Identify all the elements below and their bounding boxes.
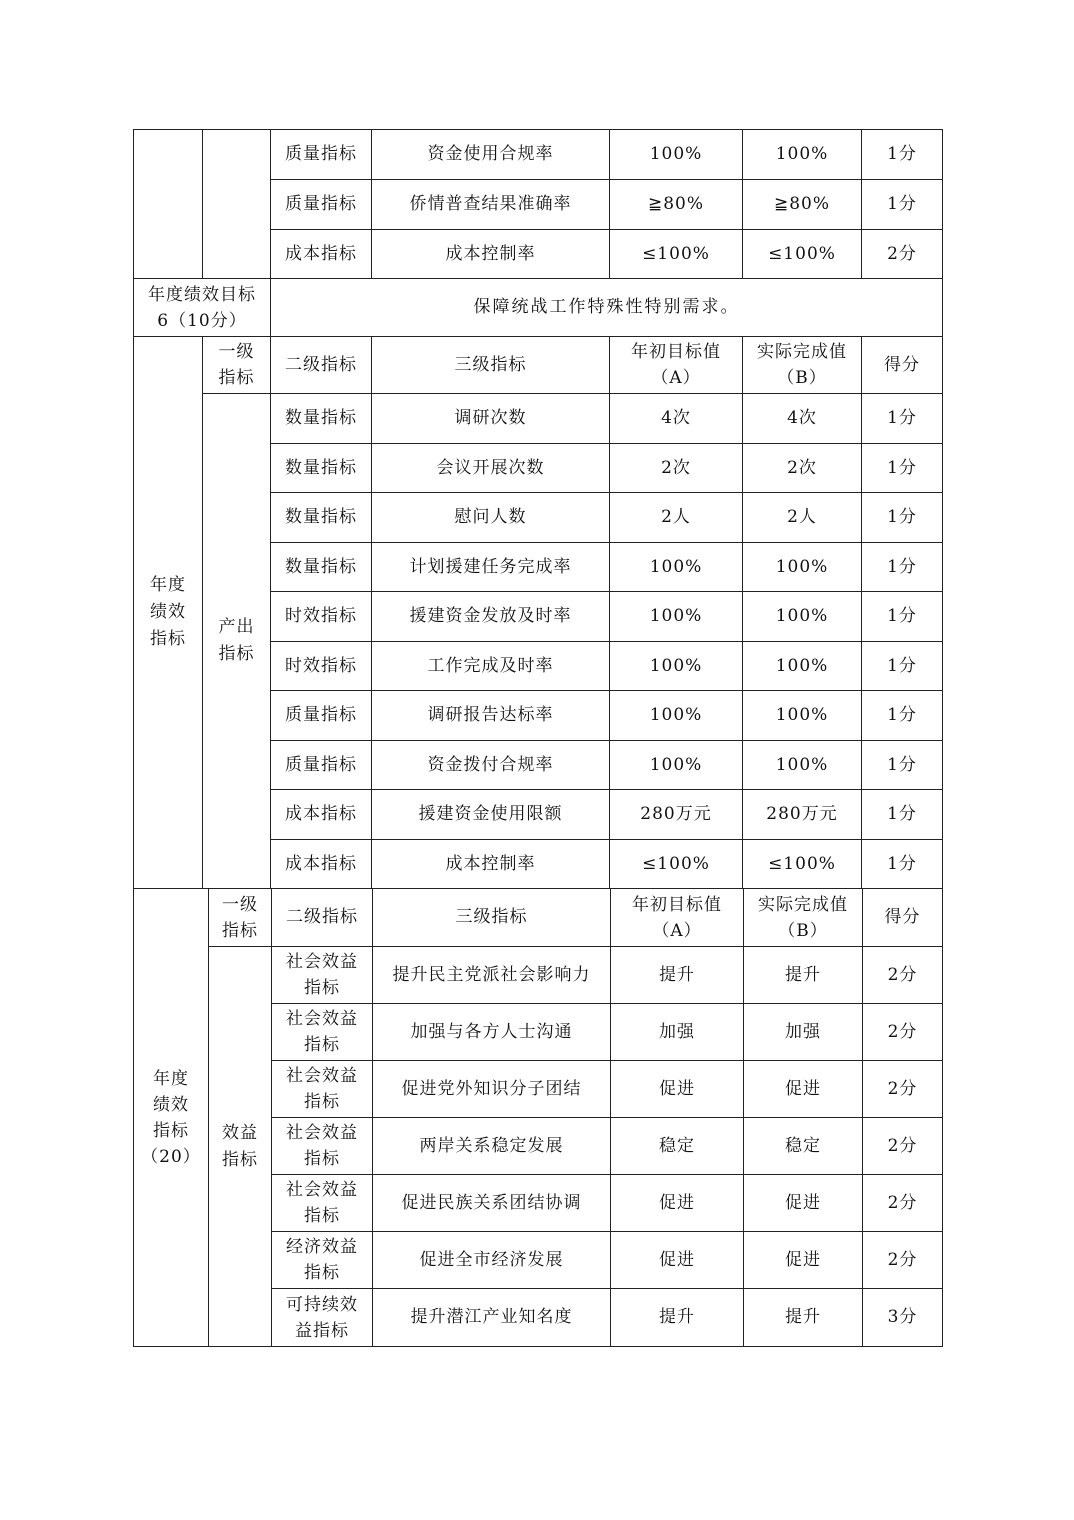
level2-cell: 时效指标 (271, 592, 372, 642)
score-cell: 1分 (862, 691, 943, 741)
goal6-label-line2: 6（10分） (157, 310, 247, 331)
level2-cell: 数量指标 (271, 543, 372, 592)
header-actual-line: 实际完成值 (758, 894, 848, 915)
section-label-line: （20） (141, 1146, 201, 1167)
actual-cell: 加强 (744, 1004, 863, 1061)
target-cell: ≤100% (610, 840, 743, 889)
score-cell: 2分 (862, 230, 943, 279)
level3-cell: 促进全市经济发展 (373, 1232, 611, 1289)
header-level1 (203, 337, 271, 394)
level2-line: 指标 (304, 1092, 340, 1112)
level2-line: 指标 (304, 1149, 340, 1169)
actual-cell: 4次 (743, 394, 862, 444)
target-cell: ≤100% (610, 230, 743, 279)
score-cell: 1分 (862, 790, 943, 840)
actual-cell: 提升 (744, 1289, 863, 1347)
actual-cell: 100% (743, 543, 862, 592)
top-table (133, 129, 943, 889)
actual-cell: 100% (743, 741, 862, 790)
score-cell: 1分 (862, 840, 943, 889)
header-level1-line: 一级 (218, 342, 255, 362)
score-cell: 1分 (862, 592, 943, 642)
header-actual (744, 889, 863, 947)
score-cell: 3分 (863, 1289, 943, 1347)
level2-cell: 数量指标 (271, 444, 372, 493)
header-target (610, 337, 743, 394)
blank-cell (203, 130, 271, 279)
actual-cell: 促进 (744, 1061, 863, 1118)
section-label-line: 指标 (150, 629, 186, 649)
table-row (134, 947, 943, 1004)
score-cell: 1分 (862, 180, 943, 230)
score-cell: 2分 (863, 1004, 943, 1061)
header-level2: 二级指标 (272, 889, 373, 947)
level3-cell: 成本控制率 (372, 230, 610, 279)
section-label-line: 年度 (150, 575, 186, 595)
table-row (134, 394, 943, 444)
level2-line: 指标 (304, 1263, 340, 1283)
actual-cell: 提升 (744, 947, 863, 1004)
level2-cell (272, 1118, 373, 1175)
header-level1-line: 一级 (222, 894, 258, 915)
header-level2: 二级指标 (271, 337, 372, 394)
actual-cell: 促进 (744, 1175, 863, 1232)
level2-line: 社会效益 (286, 1066, 358, 1086)
target-cell: 2人 (610, 493, 743, 543)
header-target-line: 年初目标值 (632, 894, 722, 915)
header-level1-line: 指标 (218, 368, 255, 388)
level2-cell (272, 947, 373, 1004)
section-label-line: 年度 (153, 1068, 189, 1089)
level2-cell: 数量指标 (271, 493, 372, 543)
level2-line: 经济效益 (286, 1237, 358, 1257)
header-level3: 三级指标 (373, 889, 611, 947)
level2-cell: 时效指标 (271, 642, 372, 691)
level3-cell: 提升民主党派社会影响力 (373, 947, 611, 1004)
score-cell: 1分 (862, 130, 943, 180)
level2-cell: 质量指标 (271, 691, 372, 741)
level2-line: 指标 (304, 1035, 340, 1055)
header-level3: 三级指标 (372, 337, 610, 394)
level2-line: 社会效益 (286, 952, 358, 972)
score-cell: 2分 (863, 1175, 943, 1232)
table-row (134, 130, 943, 180)
header-level1 (209, 889, 272, 947)
header-actual-line: 实际完成值 (757, 342, 847, 362)
actual-cell: 100% (743, 592, 862, 642)
output-section-label (134, 337, 203, 889)
target-cell: 280万元 (610, 790, 743, 840)
level3-cell: 侨情普查结果准确率 (372, 180, 610, 230)
target-cell: ≧80% (610, 180, 743, 230)
output-header-row (134, 337, 943, 394)
header-target-line: （A） (652, 920, 702, 941)
benefit-category-label (209, 947, 272, 1347)
level2-cell: 成本指标 (271, 230, 372, 279)
level2-cell (272, 1175, 373, 1232)
header-target-line: 年初目标值 (631, 342, 721, 362)
benefit-table (133, 888, 943, 1347)
level2-cell (272, 1004, 373, 1061)
level3-cell: 计划援建任务完成率 (372, 543, 610, 592)
level2-line: 社会效益 (286, 1180, 358, 1200)
target-cell: 促进 (611, 1232, 744, 1289)
goal6-label-line1: 年度绩效目标 (148, 284, 256, 305)
level3-cell: 会议开展次数 (372, 444, 610, 493)
header-actual (743, 337, 862, 394)
actual-cell: 促进 (744, 1232, 863, 1289)
category-label-line: 效益 (222, 1122, 258, 1143)
goal6-text: 保障统战工作特殊性特别需求。 (271, 279, 943, 337)
target-cell: 100% (610, 642, 743, 691)
actual-cell: 2次 (743, 444, 862, 493)
level3-cell: 资金使用合规率 (372, 130, 610, 180)
level2-cell: 质量指标 (271, 180, 372, 230)
target-cell: 4次 (610, 394, 743, 444)
level3-cell: 调研报告达标率 (372, 691, 610, 741)
header-score: 得分 (863, 889, 943, 947)
actual-cell: 2人 (743, 493, 862, 543)
target-cell: 促进 (611, 1175, 744, 1232)
level2-line: 社会效益 (286, 1009, 358, 1029)
level3-cell: 援建资金使用限额 (372, 790, 610, 840)
level2-cell: 成本指标 (271, 790, 372, 840)
level3-cell: 促进党外知识分子团结 (373, 1061, 611, 1118)
target-cell: 提升 (611, 1289, 744, 1347)
score-cell: 1分 (862, 394, 943, 444)
target-cell: 稳定 (611, 1118, 744, 1175)
target-cell: 100% (610, 543, 743, 592)
blank-cell (134, 130, 203, 279)
output-category-label (203, 394, 271, 889)
score-cell: 2分 (863, 947, 943, 1004)
score-cell: 1分 (862, 543, 943, 592)
section-label-line: 绩效 (153, 1094, 189, 1115)
level2-line: 益指标 (295, 1320, 349, 1341)
section-label-line: 指标 (153, 1120, 189, 1141)
score-cell: 2分 (863, 1232, 943, 1289)
level2-line: 可持续效 (286, 1294, 358, 1315)
header-score: 得分 (862, 337, 943, 394)
category-label-line: 产出 (218, 617, 255, 637)
score-cell: 1分 (862, 493, 943, 543)
performance-table-page (133, 129, 942, 1347)
score-cell: 1分 (862, 741, 943, 790)
level2-cell (272, 1232, 373, 1289)
level2-cell (272, 1289, 373, 1347)
target-cell: 2次 (610, 444, 743, 493)
header-target (611, 889, 744, 947)
category-label-line: 指标 (222, 1149, 258, 1170)
level3-cell: 援建资金发放及时率 (372, 592, 610, 642)
level2-line: 指标 (304, 978, 340, 998)
section-label-line: 绩效 (150, 602, 186, 622)
level3-cell: 调研次数 (372, 394, 610, 444)
goal6-label (134, 279, 271, 337)
actual-cell: ≤100% (743, 230, 862, 279)
level2-cell: 质量指标 (271, 741, 372, 790)
level2-cell: 质量指标 (271, 130, 372, 180)
actual-cell: 稳定 (744, 1118, 863, 1175)
level2-cell: 数量指标 (271, 394, 372, 444)
level3-cell: 慰问人数 (372, 493, 610, 543)
actual-cell: ≧80% (743, 180, 862, 230)
target-cell: 促进 (611, 1061, 744, 1118)
score-cell: 1分 (862, 642, 943, 691)
header-actual-line: （B） (778, 920, 828, 941)
level3-cell: 促进民族关系团结协调 (373, 1175, 611, 1232)
actual-cell: ≤100% (743, 840, 862, 889)
benefit-section-label (134, 889, 209, 1347)
level2-cell (272, 1061, 373, 1118)
actual-cell: 100% (743, 130, 862, 180)
target-cell: 100% (610, 741, 743, 790)
header-target-line: （A） (651, 368, 701, 388)
target-cell: 加强 (611, 1004, 744, 1061)
level3-cell: 加强与各方人士沟通 (373, 1004, 611, 1061)
level3-cell: 提升潜江产业知名度 (373, 1289, 611, 1347)
score-cell: 1分 (862, 444, 943, 493)
actual-cell: 100% (743, 642, 862, 691)
level3-cell: 工作完成及时率 (372, 642, 610, 691)
level3-cell: 资金拨付合规率 (372, 741, 610, 790)
level2-cell: 成本指标 (271, 840, 372, 889)
goal6-row (134, 279, 943, 337)
benefit-header-row (134, 889, 943, 947)
target-cell: 100% (610, 592, 743, 642)
header-level1-line: 指标 (222, 920, 258, 941)
score-cell: 2分 (863, 1061, 943, 1118)
level2-line: 指标 (304, 1206, 340, 1226)
target-cell: 100% (610, 691, 743, 741)
category-label-line: 指标 (218, 644, 255, 664)
actual-cell: 100% (743, 691, 862, 741)
level3-cell: 两岸关系稳定发展 (373, 1118, 611, 1175)
target-cell: 提升 (611, 947, 744, 1004)
actual-cell: 280万元 (743, 790, 862, 840)
header-actual-line: （B） (777, 368, 827, 388)
level3-cell: 成本控制率 (372, 840, 610, 889)
score-cell: 2分 (863, 1118, 943, 1175)
level2-line: 社会效益 (286, 1123, 358, 1143)
target-cell: 100% (610, 130, 743, 180)
